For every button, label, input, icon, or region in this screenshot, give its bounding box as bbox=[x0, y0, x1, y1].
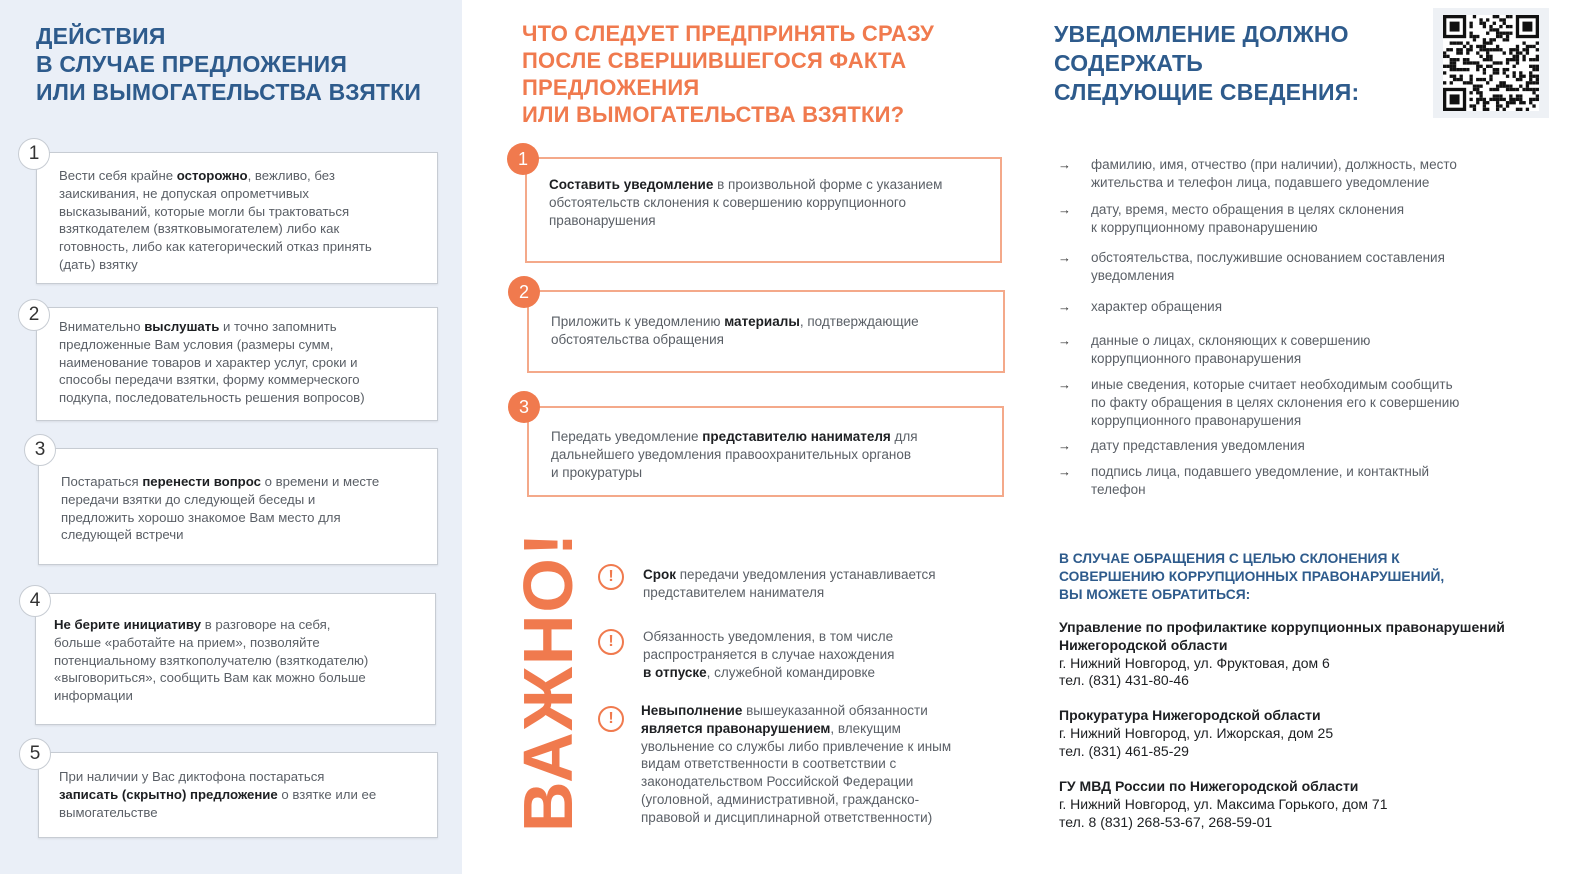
middle-heading bbox=[522, 20, 934, 128]
text-line: записать (скрытно) предложение о взятке или ее bbox=[59, 786, 377, 802]
action-number-2: 2 bbox=[508, 276, 540, 308]
text-line: «выговориться», сообщить Вам как можно больше bbox=[54, 670, 366, 686]
text-line: следующей встречи bbox=[61, 527, 184, 543]
text-line: взяткодателем (взятковымогателем) либо как bbox=[59, 221, 340, 237]
step-number-5: 5 bbox=[19, 738, 51, 770]
requirement-item bbox=[1091, 249, 1445, 285]
text-line: и прокуратуры bbox=[551, 465, 643, 480]
text-line: наименование товаров и характер услуг, сроки и bbox=[59, 354, 358, 370]
step-text bbox=[59, 768, 376, 821]
arrow-right-icon: → bbox=[1058, 299, 1071, 314]
requirement-line: фамилию, имя, отчество (при наличии), должность, место bbox=[1091, 157, 1457, 172]
contact-org: ГУ МВД России по Нижегородской области bbox=[1059, 778, 1359, 794]
emphasis: материалы bbox=[724, 314, 800, 329]
requirement-line: подпись лица, подавшего уведомление, и контактный bbox=[1091, 464, 1430, 479]
text-line: увольнение со службы либо привлечение к иным bbox=[641, 738, 952, 754]
left-heading-line: ИЛИ ВЫМОГАТЕЛЬСТВА ВЗЯТКИ bbox=[36, 79, 422, 105]
step-text bbox=[54, 616, 368, 705]
left-heading-line: ДЕЙСТВИЯ bbox=[36, 23, 166, 49]
requirement-line: жительства и телефон лица, подавшего уведомление bbox=[1091, 174, 1430, 190]
emphasis: выслушать bbox=[144, 319, 220, 334]
text-line: вымогательстве bbox=[59, 804, 158, 820]
text-line: Срок передачи уведомления устанавливается bbox=[643, 567, 936, 582]
requirement-line: к коррупционному правонарушению bbox=[1091, 219, 1318, 235]
contact-block-1 bbox=[1059, 619, 1505, 690]
text-line: в отпуске, служебной командировке bbox=[643, 664, 876, 680]
emphasis: Невыполнение bbox=[641, 703, 743, 718]
requirement-item bbox=[1091, 156, 1457, 192]
text-line: Вести себя крайне осторожно, вежливо, без bbox=[59, 168, 335, 183]
text-line: Обязанность уведомления, в том числе bbox=[643, 629, 894, 644]
step-number-1: 1 bbox=[18, 138, 50, 170]
text-line: больше «работайте на прием», позволяйте bbox=[54, 634, 320, 650]
requirement-line: иные сведения, которые считает необходимым сообщить bbox=[1091, 377, 1453, 392]
arrow-right-icon: → bbox=[1058, 438, 1071, 453]
text-line: правонарушения bbox=[549, 213, 656, 228]
arrow-right-icon: → bbox=[1058, 157, 1071, 172]
action-number-1: 1 bbox=[507, 143, 539, 175]
text-line: предложенные Вам условия (размеры сумм, bbox=[59, 336, 334, 352]
text-line: обстоятельств склонения к совершению коррупционного bbox=[549, 195, 907, 210]
requirement-item bbox=[1091, 298, 1222, 316]
action-number-3: 3 bbox=[508, 391, 540, 423]
text-line: Постараться перенести вопрос о времени и месте bbox=[61, 474, 380, 489]
qr-code[interactable] bbox=[1433, 8, 1549, 118]
action-card-2 bbox=[527, 290, 1005, 373]
text-line: распространяется в случае нахождения bbox=[643, 646, 895, 662]
requirement-line: дату представления уведомления bbox=[1091, 438, 1305, 453]
contacts-heading bbox=[1059, 550, 1444, 604]
text-line: подкупа, последовательность решения вопросов) bbox=[59, 390, 365, 406]
emphasis: осторожно bbox=[176, 168, 248, 183]
text-line: видам ответственности в соответствии с bbox=[641, 756, 897, 772]
contact-org: Управление по профилактике коррупционных правонарушений bbox=[1059, 619, 1505, 635]
text-line: законодательством Российской Федерации bbox=[641, 774, 914, 790]
text-line: Внимательно выслушать и точно запомнить bbox=[59, 319, 337, 334]
action-card-3 bbox=[527, 406, 1004, 497]
middle-heading-line: ПОСЛЕ СВЕРШИВШЕГОСЯ ФАКТА bbox=[522, 48, 907, 73]
contact-address: г. Нижний Новгород, ул. Максима Горького, дом 71 bbox=[1059, 795, 1388, 812]
emphasis: Составить уведомление bbox=[549, 177, 714, 192]
warning-icon: ! bbox=[598, 706, 624, 732]
text-line: является правонарушением, влекущим bbox=[641, 720, 901, 736]
text-line: Передать уведомление представителю нанимателя для bbox=[551, 429, 918, 444]
middle-heading-line: ИЛИ ВЫМОГАТЕЛЬСТВА ВЗЯТКИ? bbox=[522, 102, 905, 127]
arrow-right-icon: → bbox=[1058, 202, 1071, 217]
action-card-1 bbox=[525, 157, 1002, 263]
arrow-right-icon: → bbox=[1058, 333, 1071, 348]
qr-code-image bbox=[1443, 15, 1539, 111]
arrow-right-icon: → bbox=[1058, 464, 1071, 479]
step-card-1 bbox=[36, 152, 438, 284]
step-number-3: 3 bbox=[24, 434, 56, 466]
text-line: передачи взятки до следующей беседы и bbox=[61, 491, 316, 507]
emphasis: является правонарушением bbox=[641, 720, 831, 736]
step-card-3 bbox=[38, 448, 438, 565]
important-note-2 bbox=[643, 628, 894, 681]
middle-heading-line: ЧТО СЛЕДУЕТ ПРЕДПРИНЯТЬ СРАЗУ bbox=[522, 21, 935, 46]
requirement-item bbox=[1091, 463, 1429, 499]
requirement-line: по факту обращения в целях склонения его к совершению bbox=[1091, 394, 1460, 410]
text-line: заискивания, не допуская опрометчивых bbox=[59, 185, 309, 201]
requirement-line: уведомления bbox=[1091, 267, 1175, 283]
important-vertical-title: ВАЖНО! bbox=[509, 530, 587, 832]
text-line: (дать) взятку bbox=[59, 256, 138, 272]
right-heading-line: СЛЕДУЮЩИЕ СВЕДЕНИЯ: bbox=[1054, 79, 1360, 105]
step-card-5 bbox=[38, 752, 438, 838]
right-heading-line: СОДЕРЖАТЬ bbox=[1054, 50, 1204, 76]
contact-org: Прокуратура Нижегородской области bbox=[1059, 707, 1321, 723]
contacts-heading-line: В СЛУЧАЕ ОБРАЩЕНИЯ С ЦЕЛЬЮ СКЛОНЕНИЯ К bbox=[1059, 551, 1400, 566]
contact-org: Нижегородской области bbox=[1059, 636, 1228, 653]
step-number-4: 4 bbox=[19, 585, 51, 617]
requirement-item bbox=[1091, 201, 1404, 237]
action-text bbox=[551, 313, 919, 349]
arrow-right-icon: → bbox=[1058, 250, 1071, 265]
text-line: Невыполнение вышеуказанной обязанности bbox=[641, 703, 928, 718]
requirement-item bbox=[1091, 437, 1305, 455]
arrow-right-icon: → bbox=[1058, 377, 1071, 392]
text-line: дальнейшего уведомления правоохранительных органов bbox=[551, 447, 912, 462]
left-heading bbox=[36, 22, 421, 106]
step-card-4 bbox=[35, 593, 436, 725]
contact-phone[interactable]: тел. (831) 461-85-29 bbox=[1059, 742, 1189, 759]
text-line: (уголовной, административной, гражданско- bbox=[641, 791, 920, 807]
emphasis: Не берите инициативу bbox=[54, 617, 202, 632]
step-card-2 bbox=[36, 307, 438, 421]
left-heading-line: В СЛУЧАЕ ПРЕДЛОЖЕНИЯ bbox=[36, 51, 348, 77]
contact-phone[interactable]: тел. 8 (831) 268-53-67, 268-59-01 bbox=[1059, 813, 1273, 830]
step-text bbox=[59, 318, 365, 407]
requirement-line: дату, время, место обращения в целях склонения bbox=[1091, 202, 1405, 217]
text-line: Не берите инициативу в разговоре на себя, bbox=[54, 617, 331, 632]
contact-block-2 bbox=[1059, 707, 1333, 760]
requirement-item bbox=[1091, 376, 1459, 429]
right-heading bbox=[1054, 20, 1359, 107]
requirement-line: данные о лицах, склоняющих к совершению bbox=[1091, 333, 1371, 348]
contacts-heading-line: ВЫ МОЖЕТЕ ОБРАТИТЬСЯ: bbox=[1059, 587, 1251, 602]
step-text bbox=[61, 473, 379, 544]
requirement-line: характер обращения bbox=[1091, 299, 1223, 314]
action-text bbox=[551, 428, 918, 482]
warning-icon: ! bbox=[598, 629, 624, 655]
contact-address: г. Нижний Новгород, ул. Ижорская, дом 25 bbox=[1059, 724, 1334, 741]
step-text bbox=[59, 167, 372, 274]
text-line: При наличии у Вас диктофона постараться bbox=[59, 769, 325, 784]
emphasis: в отпуске bbox=[643, 664, 707, 680]
emphasis: перенести вопрос bbox=[142, 474, 261, 489]
right-heading-line: УВЕДОМЛЕНИЕ ДОЛЖНО bbox=[1054, 21, 1349, 47]
text-line: правовой и дисциплинарной ответственности) bbox=[641, 809, 933, 825]
important-note-1 bbox=[643, 566, 936, 602]
requirement-line: коррупционного правонарушения bbox=[1091, 412, 1302, 428]
middle-heading-line: ПРЕДЛОЖЕНИЯ bbox=[522, 75, 700, 100]
warning-icon: ! bbox=[598, 564, 624, 590]
text-line: предложить хорошо знакомое Вам место для bbox=[61, 509, 341, 525]
left-panel-background bbox=[0, 0, 462, 874]
text-line: информации bbox=[54, 688, 133, 704]
contact-phone[interactable]: тел. (831) 431-80-46 bbox=[1059, 672, 1189, 689]
contact-block-3 bbox=[1059, 778, 1388, 831]
step-number-2: 2 bbox=[18, 299, 50, 331]
contacts-heading-line: СОВЕРШЕНИЮ КОРРУПЦИОННЫХ ПРАВОНАРУШЕНИЙ, bbox=[1059, 569, 1445, 584]
emphasis: представителю нанимателя bbox=[702, 429, 891, 444]
text-line: потенциальному взяткополучателю (взяткодателю) bbox=[54, 652, 369, 668]
text-line: готовность, либо как категорический отказ принять bbox=[59, 239, 372, 255]
important-note-3 bbox=[641, 702, 951, 827]
text-line: обстоятельства обращения bbox=[551, 332, 724, 347]
text-line: способы передачи взятки, форму коммерческого bbox=[59, 372, 360, 388]
text-line: представителем нанимателя bbox=[643, 584, 825, 600]
requirement-line: обстоятельства, послужившие основанием составления bbox=[1091, 250, 1445, 265]
contact-address: г. Нижний Новгород, ул. Фруктовая, дом 6 bbox=[1059, 654, 1330, 671]
requirement-line: коррупционного правонарушения bbox=[1091, 350, 1302, 366]
text-line: Составить уведомление в произвольной форме с указанием bbox=[549, 177, 943, 192]
text-line: высказываний, которые могли бы трактоваться bbox=[59, 203, 350, 219]
requirement-line: телефон bbox=[1091, 481, 1146, 497]
action-text bbox=[549, 176, 942, 230]
text-line: Приложить к уведомлению материалы, подтверждающие bbox=[551, 314, 919, 329]
emphasis: записать (скрытно) предложение bbox=[59, 786, 278, 802]
emphasis: Срок bbox=[643, 567, 676, 582]
requirement-item bbox=[1091, 332, 1370, 368]
